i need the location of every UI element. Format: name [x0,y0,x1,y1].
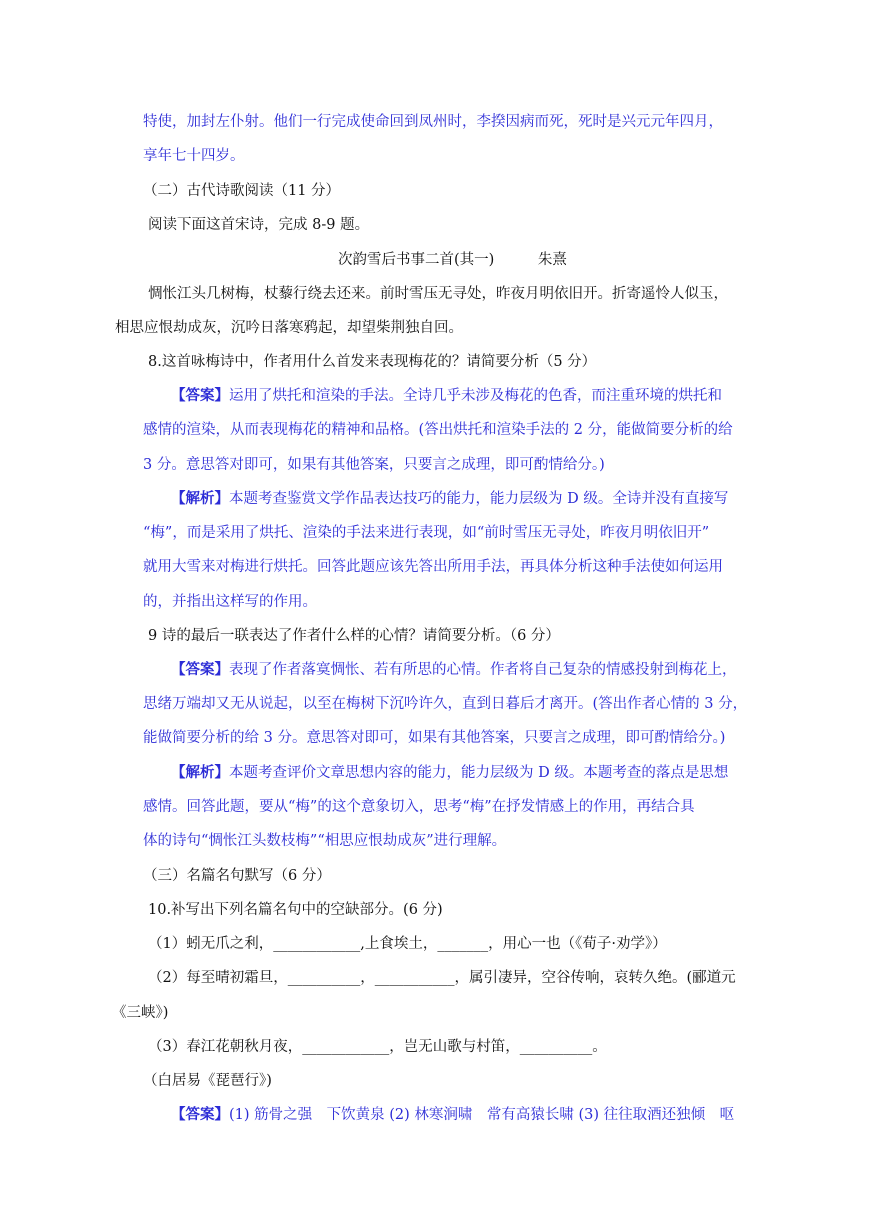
analysis-text: 本题考查鉴赏文学作品表达技巧的能力，能力层级为 D 级。全诗并没有直接写 [229,491,729,507]
analysis-line [171,763,728,783]
fill-blank-item: （1）蚓无爪之利，____________,上食埃土，_______，用心一也（《荀子·劝学》） [148,936,667,952]
answer-line [171,1105,734,1125]
paragraph-line: 特使，加封左仆射。他们一行完成使命回到凤州时，李揆因病而死，死时是兴元元年四月， [143,114,723,130]
instruction-line: 阅读下面这首宋诗，完成 8-9 题。 [148,217,370,233]
answer-line [171,660,737,680]
question-10: 10.补写出下列名篇名句中的空缺部分。(6 分) [148,902,443,918]
analysis-line: 的，并指出这样写的作用。 [143,594,317,610]
analysis-line: 感情。回答此题，要从“梅”的这个意象切入，思考“梅”在抒发情感上的作用，再结合具 [143,799,695,815]
analysis-tag: 【解析】 [171,764,229,781]
analysis-tag: 【解析】 [171,490,229,507]
fill-blank-source: 《三峡》) [112,1005,169,1021]
fill-blank-source: （白居易《琵琶行》) [143,1073,272,1089]
analysis-line: 体的诗句“惆怅江头数枝梅”“相思应恨劫成灰”进行理解。 [143,833,507,849]
analysis-text: 本题考查评价文章思想内容的能力，能力层级为 D 级。本题考查的落点是思想 [229,765,729,781]
question-9: 9 诗的最后一联表达了作者什么样的心情？请简要分析。（6 分） [148,628,560,644]
answer-line: 感情的渲染，从而表现梅花的精神和品格。(答出烘托和渲染手法的 2 分，能做简要分析的给 [143,422,733,438]
answer-tag: 【答案】 [171,1106,229,1123]
analysis-line: 就用大雪来对梅进行烘托。回答此题应该先答出所用手法，再具体分析这种手法使如何运用 [143,559,723,575]
answer-line: 3 分。意思答对即可，如果有其他答案，只要言之成理，即可酌情给分。) [143,457,605,473]
answer-text: 表现了作者落寞惆怅、若有所思的心情。作者将自己复杂的情感投射到梅花上， [229,662,737,678]
analysis-line [171,489,728,509]
answer-text: 运用了烘托和渲染的手法。全诗几乎未涉及梅花的色香，而注重环境的烘托和 [229,388,722,404]
answer-line [171,386,722,406]
answer-line: 能做简要分析的给 3 分。意思答对即可，如果有其他答案，只要言之成理，即可酌情给分。) [143,730,726,746]
paragraph-line: 享年七十四岁。 [143,148,245,164]
answer-tag: 【答案】 [171,387,229,404]
poem-title: 次韵雪后书事二首(其一) 朱熹 [338,252,567,268]
poem-text-line: 相思应恨劫成灰，沉吟日落寒鸦起，却望柴荆独自回。 [115,320,463,336]
analysis-line: “梅”，而是采用了烘托、渲染的手法来进行表现，如“前时雪压无寻处，昨夜月明依旧开” [143,525,710,541]
fill-blank-item: （2）每至晴初霜旦，__________，___________，属引凄异，空谷传响，哀转久绝。(郦道元 [148,970,736,986]
section-heading-dictation: （三）名篇名句默写（6 分） [143,868,331,884]
answer-tag: 【答案】 [171,661,229,678]
section-heading-poetry: （二）古代诗歌阅读（11 分） [143,183,341,199]
answer-line: 思绪万端却又无从说起，以至在梅树下沉吟许久，直到日暮后才离开。(答出作者心情的 3 分， [143,696,748,712]
answer-text: (1) 筋骨之强 下饮黄泉 (2) 林寒涧啸 常有高猿长啸 (3) 往往取酒还独倾 呕 [229,1107,735,1123]
fill-blank-item: （3）春江花朝秋月夜，____________，岂无山歌与村笛，__________。 [148,1039,607,1055]
poem-text-line: 惆怅江头几树梅，杖藜行绕去还来。前时雪压无寻处，昨夜月明依旧开。折寄遥怜人似玉， [148,286,728,302]
question-8: 8.这首咏梅诗中，作者用什么首发来表现梅花的？请简要分析（5 分） [148,354,597,370]
